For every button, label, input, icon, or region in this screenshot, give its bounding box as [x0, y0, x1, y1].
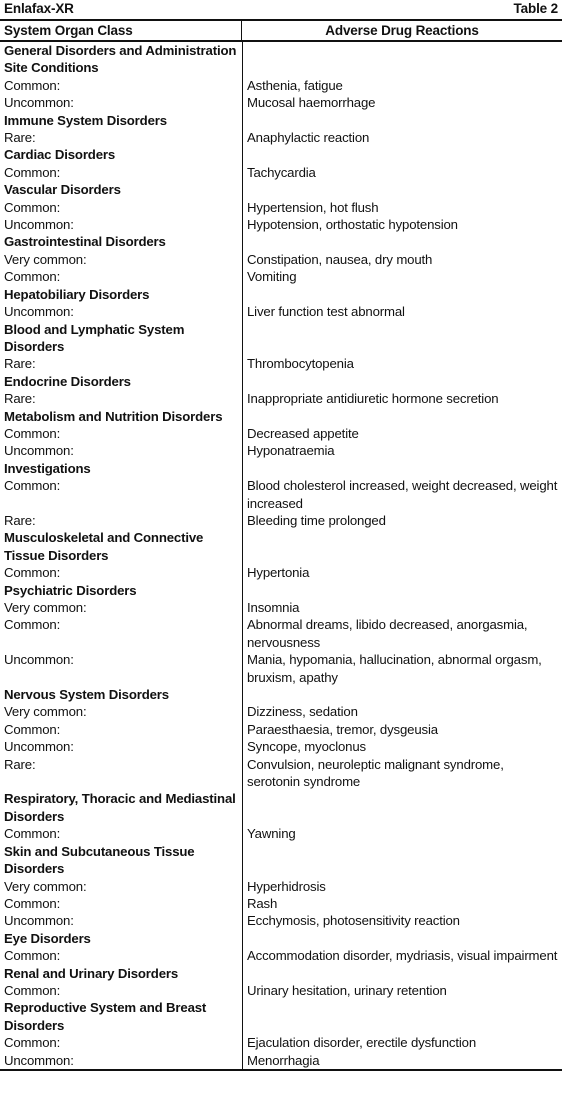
frequency-label: Rare:	[4, 512, 36, 528]
frequency-label: Uncommon:	[4, 1052, 74, 1068]
reaction-row	[0, 425, 562, 442]
frequency-label: Common:	[4, 565, 61, 581]
organ-class-name: Renal and Urinary Disorders	[4, 965, 179, 981]
reaction-text: Hypertension, hot flush	[247, 199, 379, 215]
reaction-text: Hypotension, orthostatic hypotension	[247, 217, 458, 233]
reaction-row	[0, 599, 562, 616]
organ-class-row	[0, 321, 562, 356]
frequency-label: Common:	[4, 164, 61, 180]
organ-class-row	[0, 460, 562, 477]
organ-class-row	[0, 146, 562, 163]
reaction-text: Abnormal dreams, libido decreased, anorgasmia, nervousness	[247, 617, 528, 650]
reaction-row	[0, 390, 562, 407]
empty-cell	[242, 373, 562, 390]
reaction-text: Hypertonia	[247, 565, 310, 581]
table-label: Table 2	[513, 1, 558, 16]
frequency-label: Uncommon:	[4, 217, 74, 233]
reaction-row	[0, 251, 562, 268]
frequency-label: Common:	[4, 826, 61, 842]
reaction-text: Hyponatraemia	[247, 443, 335, 459]
organ-class-name: Hepatobiliary Disorders	[4, 286, 150, 302]
frequency-label: Uncommon:	[4, 304, 74, 320]
empty-cell	[242, 112, 562, 129]
reaction-text: Ejaculation disorder, erectile dysfunction	[247, 1035, 477, 1051]
frequency-label: Common:	[4, 982, 61, 998]
organ-class-row	[0, 233, 562, 250]
organ-class-row	[0, 529, 562, 564]
frequency-label: Rare:	[4, 130, 36, 146]
reaction-text: Rash	[247, 895, 278, 911]
reaction-row	[0, 268, 562, 285]
frequency-label: Rare:	[4, 756, 36, 772]
reaction-row	[0, 738, 562, 755]
reaction-text: Ecchymosis, photosensitivity reaction	[247, 913, 460, 929]
frequency-label: Uncommon:	[4, 739, 74, 755]
frequency-label: Common:	[4, 1035, 61, 1051]
reaction-row	[0, 912, 562, 929]
document-title: Enlafax-XR	[4, 1, 74, 16]
adverse-reactions-table	[0, 21, 562, 1071]
reaction-row	[0, 129, 562, 146]
frequency-label: Common:	[4, 721, 61, 737]
reaction-text: Dizziness, sedation	[247, 704, 358, 720]
empty-cell	[242, 843, 562, 878]
frequency-label: Very common:	[4, 878, 87, 894]
organ-class-row	[0, 181, 562, 198]
reaction-row	[0, 651, 562, 686]
frequency-label: Common:	[4, 948, 61, 964]
empty-cell	[242, 408, 562, 425]
reaction-row	[0, 878, 562, 895]
organ-class-name: Reproductive System and Breast Disorders	[4, 1000, 207, 1033]
organ-class-row	[0, 930, 562, 947]
organ-class-row	[0, 408, 562, 425]
reaction-text: Blood cholesterol increased, weight decreased, weight increased	[247, 478, 558, 511]
reaction-text: Accommodation disorder, mydriasis, visual impairment	[247, 948, 558, 964]
reaction-row	[0, 756, 562, 791]
organ-class-name: Immune System Disorders	[4, 112, 167, 128]
reaction-text: Mania, hypomania, hallucination, abnormal orgasm, bruxism, apathy	[247, 652, 542, 685]
reaction-text: Liver function test abnormal	[247, 304, 405, 320]
organ-class-name: Skin and Subcutaneous Tissue Disorders	[4, 843, 195, 877]
reaction-text: Menorrhagia	[247, 1052, 320, 1068]
reaction-text: Asthenia, fatigue	[247, 77, 343, 93]
empty-cell	[242, 686, 562, 703]
reaction-row	[0, 303, 562, 320]
organ-class-row	[0, 112, 562, 129]
organ-class-row	[0, 843, 562, 878]
reaction-text: Syncope, myoclonus	[247, 739, 366, 755]
frequency-label: Uncommon:	[4, 913, 74, 929]
reaction-text: Insomnia	[247, 600, 300, 615]
reaction-row	[0, 616, 562, 651]
reaction-text: Tachycardia	[247, 164, 316, 180]
organ-class-name: Nervous System Disorders	[4, 687, 169, 703]
reaction-row	[0, 355, 562, 372]
reaction-text: Vomiting	[247, 269, 297, 285]
reaction-row	[0, 442, 562, 459]
organ-class-row	[0, 582, 562, 599]
reaction-text: Urinary hesitation, urinary retention	[247, 982, 447, 998]
reaction-row	[0, 564, 562, 581]
column-header-system-organ-class: System Organ Class	[0, 21, 242, 40]
empty-cell	[242, 181, 562, 198]
reaction-text: Bleeding time prolonged	[247, 512, 386, 528]
organ-class-row	[0, 999, 562, 1034]
reaction-row	[0, 947, 562, 964]
frequency-label: Very common:	[4, 600, 87, 615]
column-header-adverse-drug-reactions: Adverse Drug Reactions	[325, 23, 479, 38]
empty-cell	[242, 582, 562, 599]
organ-class-name: Respiratory, Thoracic and Mediastinal Disorders	[4, 791, 236, 824]
frequency-label: Common:	[4, 895, 61, 911]
reaction-text: Hyperhidrosis	[247, 878, 326, 894]
reaction-row	[0, 825, 562, 842]
organ-class-name: Cardiac Disorders	[4, 147, 116, 163]
frequency-label: Very common:	[4, 251, 87, 267]
organ-class-name: Musculoskeletal and Connective Tissue Disorders	[4, 530, 204, 563]
reaction-text: Inappropriate antidiuretic hormone secretion	[247, 391, 499, 407]
reaction-text: Convulsion, neuroleptic malignant syndrome, serotonin syndrome	[247, 756, 504, 790]
organ-class-name: Metabolism and Nutrition Disorders	[4, 408, 223, 424]
reaction-text: Decreased appetite	[247, 425, 359, 441]
empty-cell	[242, 233, 562, 250]
organ-class-name: Investigations	[4, 460, 91, 476]
table-body	[0, 42, 562, 1069]
empty-cell	[242, 965, 562, 982]
reaction-row	[0, 703, 562, 720]
reaction-row	[0, 982, 562, 999]
reaction-row	[0, 199, 562, 216]
reaction-row	[0, 895, 562, 912]
frequency-label: Common:	[4, 77, 61, 93]
reaction-text: Constipation, nausea, dry mouth	[247, 251, 433, 267]
organ-class-row	[0, 42, 562, 77]
frequency-label: Rare:	[4, 391, 36, 407]
empty-cell	[242, 286, 562, 303]
frequency-label: Uncommon:	[4, 443, 74, 459]
table-header-row	[0, 21, 562, 42]
organ-class-name: Vascular Disorders	[4, 182, 121, 198]
reaction-text: Yawning	[247, 826, 296, 842]
frequency-label: Common:	[4, 199, 61, 215]
reaction-row	[0, 721, 562, 738]
organ-class-name: Psychiatric Disorders	[4, 582, 137, 598]
organ-class-row	[0, 686, 562, 703]
empty-cell	[242, 321, 562, 356]
frequency-label: Common:	[4, 617, 61, 633]
reaction-text: Mucosal haemorrhage	[247, 95, 376, 111]
empty-cell	[242, 146, 562, 163]
reaction-row	[0, 1034, 562, 1051]
reaction-row	[0, 164, 562, 181]
frequency-label: Common:	[4, 478, 61, 494]
frequency-label: Common:	[4, 425, 61, 441]
reaction-text: Anaphylactic reaction	[247, 130, 370, 146]
organ-class-row	[0, 965, 562, 982]
reaction-row	[0, 477, 562, 512]
frequency-label: Common:	[4, 269, 61, 285]
empty-cell	[242, 460, 562, 477]
organ-class-name: Endocrine Disorders	[4, 373, 131, 389]
organ-class-name: Blood and Lymphatic System Disorders	[4, 321, 185, 354]
reaction-text: Thrombocytopenia	[247, 356, 354, 372]
table-bottom-rule	[0, 1069, 562, 1071]
organ-class-name: General Disorders and Administration Site Conditions	[4, 43, 237, 76]
organ-class-row	[0, 790, 562, 825]
reaction-text: Paraesthaesia, tremor, dysgeusia	[247, 721, 438, 737]
empty-cell	[242, 790, 562, 825]
empty-cell	[242, 930, 562, 947]
reaction-row	[0, 1052, 562, 1069]
reaction-row	[0, 94, 562, 111]
frequency-label: Very common:	[4, 704, 87, 720]
empty-cell	[242, 529, 562, 564]
organ-class-row	[0, 286, 562, 303]
reaction-row	[0, 216, 562, 233]
organ-class-row	[0, 373, 562, 390]
reaction-row	[0, 77, 562, 94]
organ-class-name: Eye Disorders	[4, 930, 91, 946]
frequency-label: Rare:	[4, 356, 36, 372]
frequency-label: Uncommon:	[4, 95, 74, 111]
reaction-row	[0, 512, 562, 529]
empty-cell	[242, 42, 562, 77]
empty-cell	[242, 999, 562, 1034]
frequency-label: Uncommon:	[4, 652, 74, 668]
page-header	[0, 0, 562, 21]
organ-class-name: Gastrointestinal Disorders	[4, 234, 166, 250]
